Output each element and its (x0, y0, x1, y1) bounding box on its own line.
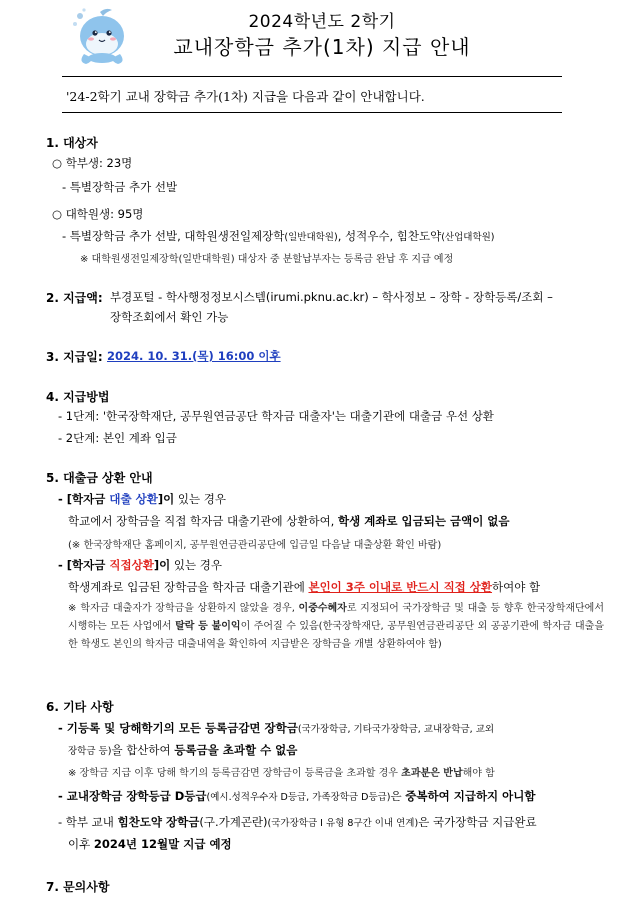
section-4-heading: 4. 지급방법 (46, 390, 110, 404)
other-item-1: - 기등록 및 당해학기의 모든 등록금감면 장학금(국가장학금, 기타국가장학금, 교내장학금, 교외 장학금 등)을 합산하여 등록금을 초과할 수 없음 (58, 721, 495, 757)
section-1-heading: 1. 대상자 (46, 136, 98, 150)
section-2-heading: 2. 지급액: (46, 291, 103, 305)
method-step-1: - 1단계: '한국장학재단, 공무원연금공단 학자금 대출자'는 대출기관에 대출금 우선 상환 (58, 409, 494, 423)
method-step-2: - 2단계: 본인 계좌 입금 (58, 431, 177, 445)
title-line-2: 교내장학금 추가(1차) 지급 안내 (173, 35, 471, 59)
title-line-1: 2024학년도 2학기 (248, 12, 396, 32)
direct-repay-body: 학생계좌로 입금된 장학금을 학자금 대출기관에 본인이 3주 이내로 반드시 직접 상환하여야 함 (68, 580, 541, 594)
loan-repay-note: (※ 한국장학재단 홈페이지, 공무원연금관리공단에 입금일 다음날 대출상환 확인 바람) (68, 540, 442, 551)
direct-repay-case: - [학자금 직접상환]이 있는 경우 (58, 558, 222, 572)
divider-top (62, 76, 562, 77)
divider-bottom (62, 112, 562, 113)
section-7-heading: 7. 문의사항 (46, 880, 110, 894)
intro-text: '24-2학기 교내 장학금 추가(1차) 지급을 다음과 같이 안내합니다. (66, 89, 425, 104)
amount-line-2: 장학조회에서 확인 가능 (110, 310, 229, 324)
amount-line-1: 부경포털 - 학사행정정보시스템(irumi.pknu.ac.kr) – 학사정보 – 장학 - 장학등록/조회 – (110, 290, 553, 304)
section-5-heading: 5. 대출금 상환 안내 (46, 471, 153, 485)
direct-repay-note: ※ 학자금 대출자가 장학금을 상환하지 않았을 경우, 이중수혜자로 지정되어 국가장학금 및 대출 등 향후 한국장학재단에서 시행하는 모든 사업에서 탈락 등 불이익이 주어질 수 있음(한국장학재단, 공무원연금관리공단 외 공공기관에 학자금 대출을 한 학생도 본인의 학자금 대출내역을 확인하여 지급받은 장학금을 개별 상환하여야 함) (68, 603, 605, 650)
undergrad-sub: - 특별장학금 추가 선발 (62, 180, 178, 194)
grad-sub: - 특별장학금 추가 선발, 대학원생전일제장학(일반대학원), 성적우수, 힘찬도약(산업대학원) (62, 229, 495, 243)
section-6-heading: 6. 기타 사항 (46, 700, 114, 714)
section-3-heading: 3. 지급일: (46, 350, 103, 364)
undergrad-count: ○ 학부생: 23명 (52, 156, 133, 170)
grad-count: ○ 대학원생: 95명 (52, 207, 144, 221)
other-item-1-note: ※ 장학금 지급 이후 당해 학기의 등록금감면 장학금이 등록금을 초과할 경우 초과분은 반납해야 함 (68, 768, 495, 779)
loan-repay-case: - [학자금 대출 상환]이 있는 경우 (58, 492, 226, 506)
grad-note: ※ 대학원생전일제장학(일반대학원) 대상자 중 분할납부자는 등록금 완납 후 지급 예정 (80, 254, 454, 265)
other-item-2: - 교내장학금 장학등급 D등급(예시.성적우수자 D등급, 가족장학금 D등급)은 중복하여 지급하지 아니함 (58, 789, 536, 803)
loan-repay-body: 학교에서 장학금을 직접 학자금 대출기관에 상환하여, 학생 계좌로 입금되는 금액이 없음 (68, 514, 510, 528)
other-item-3: - 학부 교내 힘찬도약 장학금(구.가계곤란)(국가장학금 I 유형 8구간 이내 연계)은 국가장학금 지급완료 이후 2024년 12월말 지급 예정 (58, 815, 537, 851)
payment-date: 2024. 10. 31.(목) 16:00 이후 (107, 349, 281, 363)
